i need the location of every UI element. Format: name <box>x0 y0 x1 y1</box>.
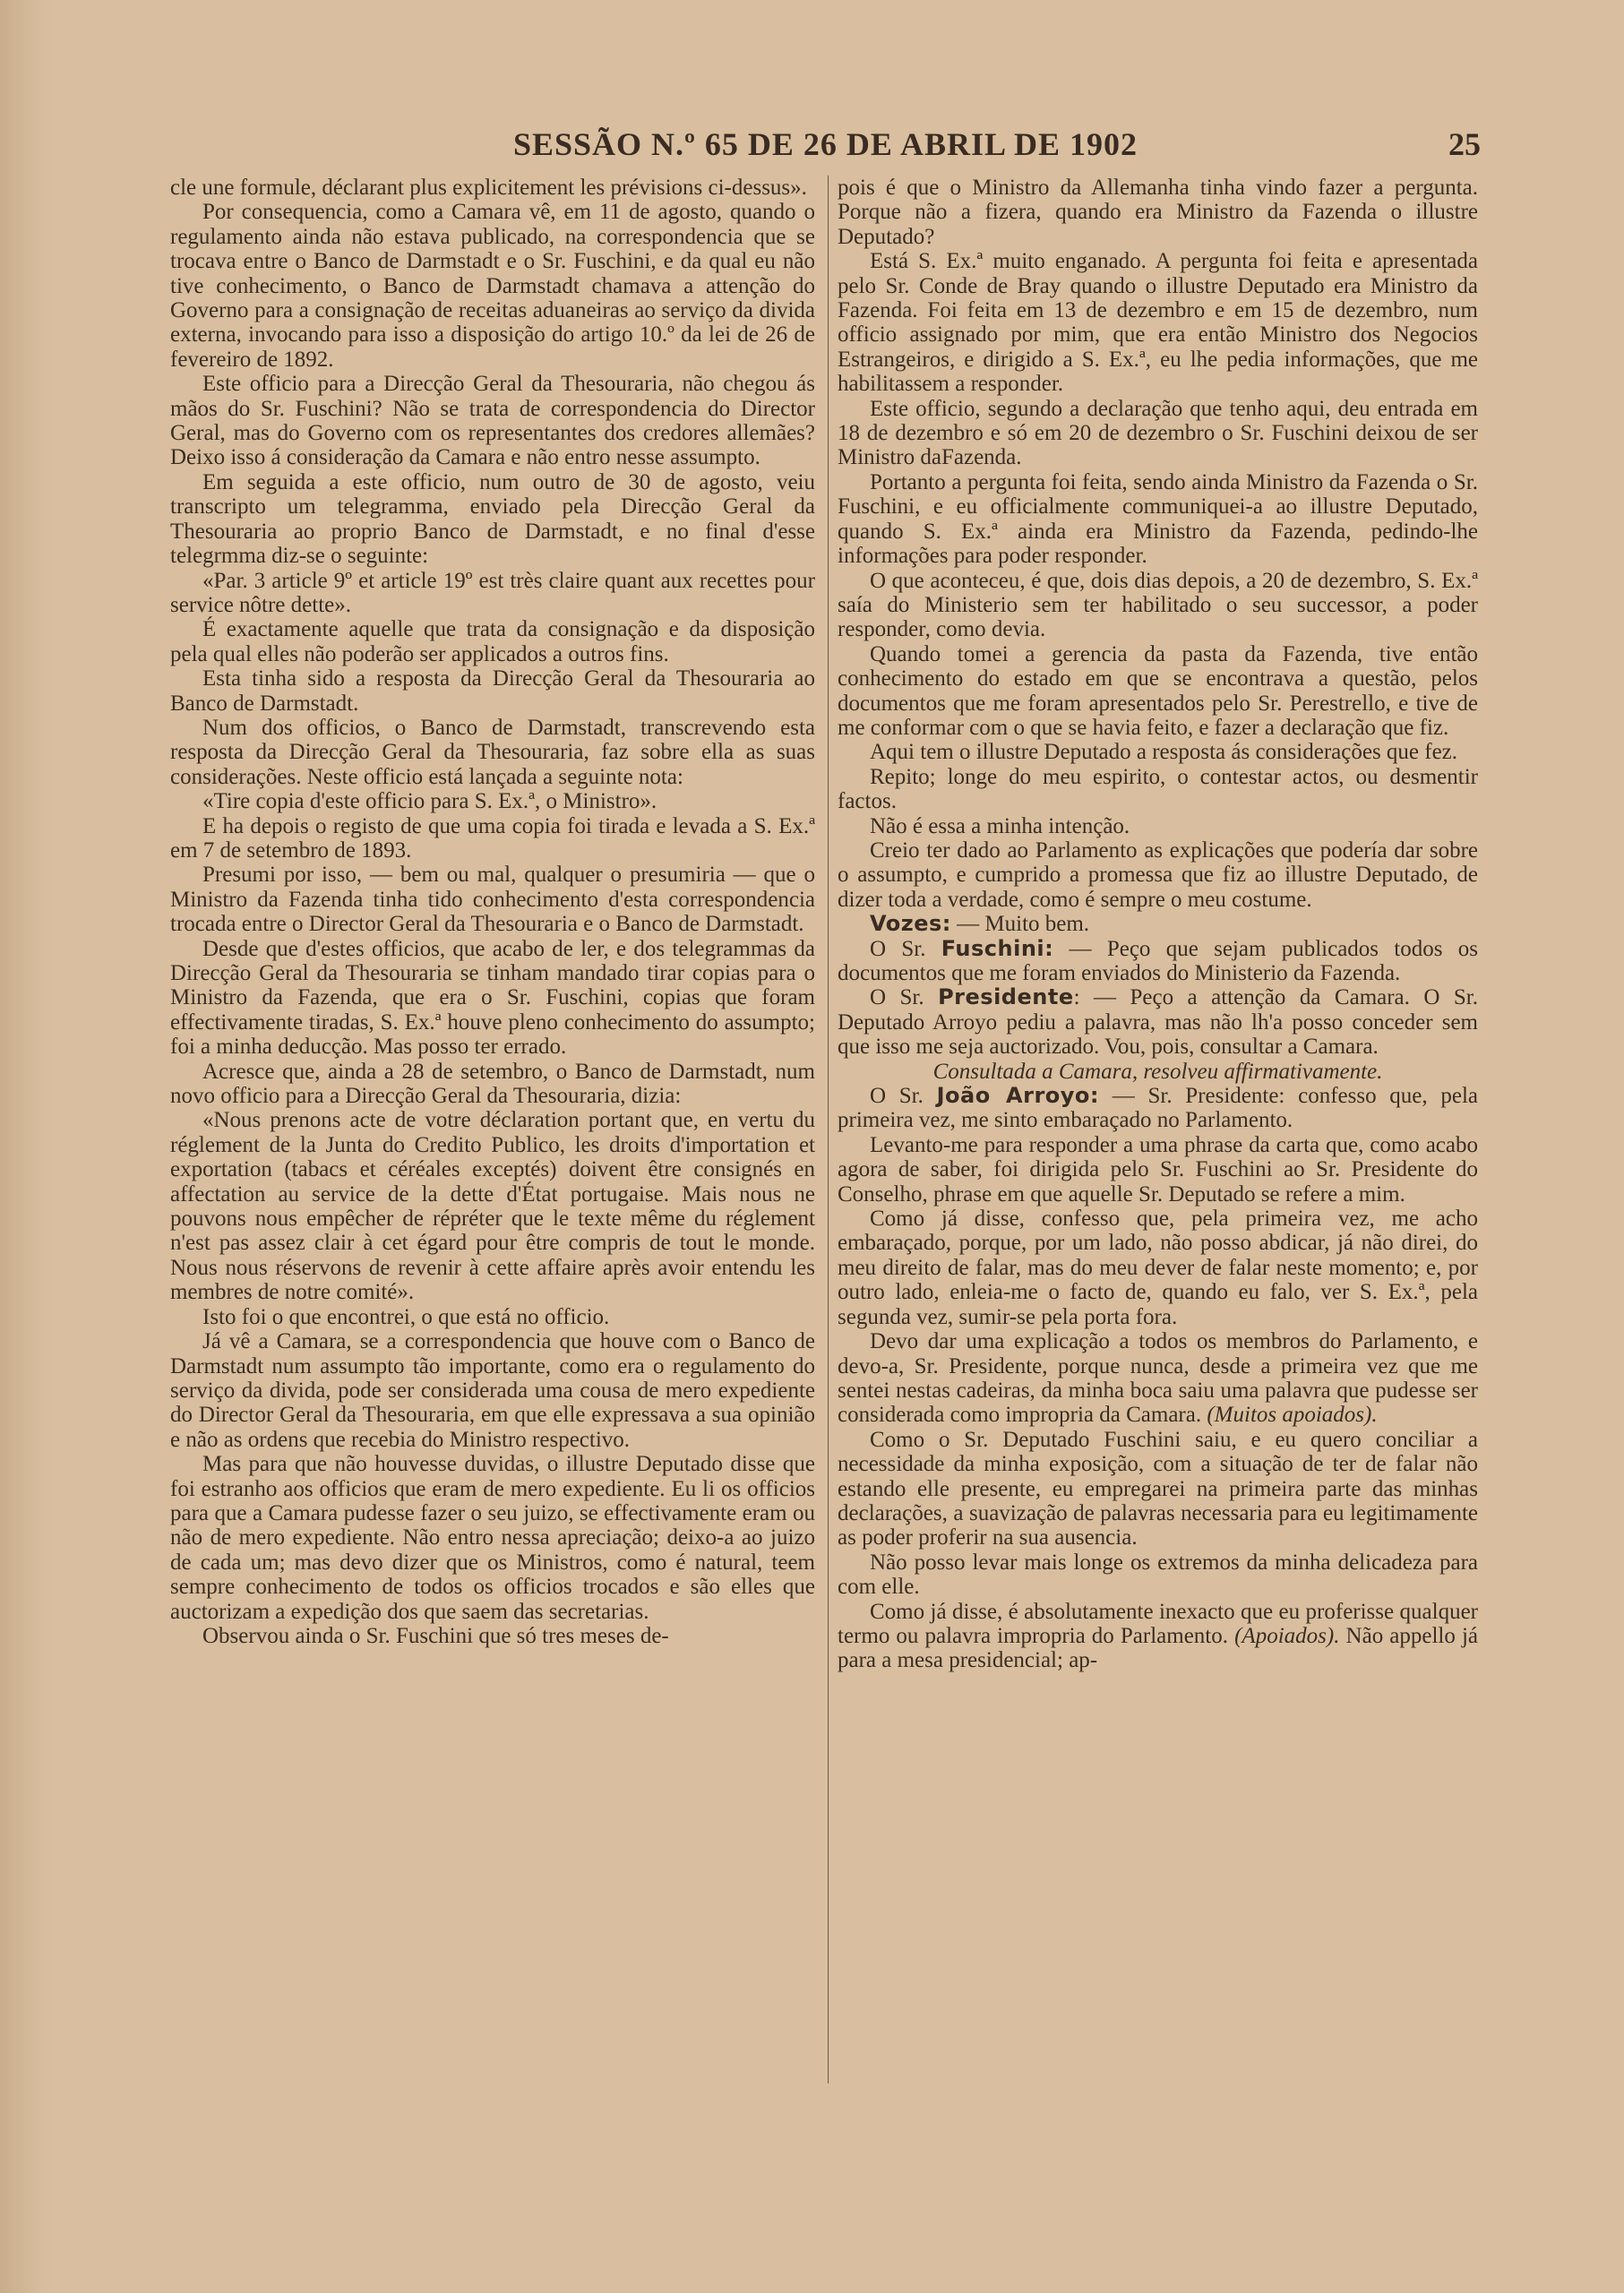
paragraph: Observou ainda o Sr. Fuschini que só tres meses de- <box>202 1623 669 1648</box>
paragraph-text: Como já disse, é absolutamente inexacto que eu proferisse qualquer termo ou palavra impropria do Parlamento. <box>838 1599 1478 1648</box>
paragraph: Este officio para a Direcção Geral da Thesouraria, não chegou ás mãos do Sr. Fuschini? Não se trata de correspondencia do Director Geral, mas do Governo com os representantes dos credores allemães? Deixo isso á consideração da Camara e não entro nesse assumpto. <box>170 372 815 470</box>
paragraph: Está S. Ex.ª muito enganado. A pergunta foi feita e apresentada pelo Sr. Conde de Bray quando o illustre Deputado era Ministro da Fazenda. Foi feita em 13 de dezembro e em 15 de dezembro, num officio assignado por mim, que era então Ministro dos Negocios Estrangeiros, e dirigido a S. Ex.ª, eu lhe pedia informações, que me habilitassem a responder. <box>838 249 1478 397</box>
right-column <box>838 176 1478 1673</box>
paragraph-text: Devo dar uma explicação a todos os membros do Parlamento, e devo-a, Sr. Presidente, porque nunca, desde a primeira vez que me sentei nestas cadeiras, da minha boca saiu uma palavra que pudesse ser considerada como impropria da Camara. <box>838 1329 1478 1428</box>
speaker-paragraph-arroyo <box>838 1084 1478 1133</box>
paragraph: Este officio, segundo a declaração que tenho aqui, deu entrada em 18 de dezembro e só em 20 de dezembro o Sr. Fuschini deixou de ser Ministro daFazenda. <box>838 396 1478 470</box>
paragraph: Num dos officios, o Banco de Darmstadt, transcrevendo esta resposta da Direcção Geral da Thesouraria, faz sobre ella as suas considerações. Neste officio está lançada a seguinte nota: <box>170 715 815 789</box>
paragraph: «Tire copia d'este officio para S. Ex.ª, o Ministro». <box>202 789 657 814</box>
paragraph: Já vê a Camara, se a correspondencia que houve com o Banco de Darmstadt num assumpto tão importante, como era o regulamento do serviço da divida, pode ser considerada uma cousa de mero expediente do Director Geral da Thesouraria, em que elle expressava a sua opinião e não as ordens que recebia do Ministro respectivo. <box>170 1329 815 1452</box>
session-title: SESSÃO N.º 65 DE 26 DE ABRIL DE 1902 <box>512 126 1139 162</box>
speaker-label: Vozes: <box>870 911 951 937</box>
paragraph: Quando tomei a gerencia da pasta da Fazenda, tive então conhecimento do estado em que se encontrava a questão, pelos documentos que me foram apresentados pelo Sr. Perestrello, e tive de me conformar com o que se havia feito, e fazer a declaração que fiz. <box>838 641 1478 740</box>
paragraph <box>838 1600 1478 1673</box>
paragraph: O que aconteceu, é que, dois dias depois, a 20 de dezembro, S. Ex.ª saía do Ministerio sem ter habilitado o seu successor, a poder responder, como devia. <box>838 568 1478 642</box>
paragraph-text: Não appello já para a mesa presidencial; ap- <box>838 1623 1478 1673</box>
speaker-paragraph-vozes <box>838 912 1478 936</box>
paragraph: Isto foi o que encontrei, o que está no officio. <box>202 1304 610 1329</box>
speaker-label: Presidente <box>938 984 1074 1010</box>
interjection: (Muitos apoiados). <box>1207 1403 1378 1428</box>
speaker-label: João Arroyo: <box>936 1083 1100 1109</box>
paragraph: Não posso levar mais longe os extremos da minha delicadeza para com elle. <box>838 1550 1478 1600</box>
paragraph: Não é essa a minha intenção. <box>870 813 1130 838</box>
paragraph: Por consequencia, como a Camara vê, em 11 de agosto, quando o regulamento ainda não estava publicado, na correspondencia que se trocava entre o Banco de Darmstadt e o Sr. Fuschini, e da qual eu não tive conhecimento, o Banco de Darmstadt chamava a attenção do Governo para a consignação de receitas aduaneiras ao serviço da divida externa, invocando para isso a disposição do artigo 10.º da lei de 26 de fevereiro de 1892. <box>170 200 815 372</box>
left-column <box>170 176 815 1648</box>
page-header <box>170 125 1481 170</box>
paragraph: Desde que d'estes officios, que acabo de ler, e dos telegrammas da Direcção Geral da Thesouraria se tinham mandado tirar copias para o Ministro da Fazenda, que era o Sr. Fuschini, copias que foram effectivamente tiradas, S. Ex.ª houve pleno conhecimento do assumpto; foi a minha deducção. Mas posso ter errado. <box>170 936 815 1060</box>
paragraph <box>838 1329 1478 1428</box>
paragraph: Aqui tem o illustre Deputado a resposta ás considerações que fez. <box>870 740 1458 765</box>
speaker-paragraph-fuschini <box>838 937 1478 986</box>
paragraph: pois é que o Ministro da Allemanha tinha vindo fazer a pergunta. Porque não a fizera, quando era Ministro da Fazenda o illustre Deputado? <box>838 176 1478 249</box>
speaker-prefix: O Sr. <box>870 985 939 1010</box>
paragraph: Levanto-me para responder a uma phrase da carta que, como acabo agora de saber, foi dirigida pelo Sr. Fuschini ao Sr. Presidente do Conselho, phrase em que aquelle Sr. Deputado se refere a mim. <box>838 1132 1478 1207</box>
speaker-paragraph-presidente <box>838 985 1478 1059</box>
paragraph: Creio ter dado ao Parlamento as explicações que podería dar sobre o assumpto, e cumprido a promessa que fiz ao illustre Deputado, de dizer toda a verdade, como é sempre o meu costume. <box>838 837 1478 912</box>
speaker-label: Fuschini: <box>941 935 1054 961</box>
paragraph: Repito; longe do meu espirito, o contestar actos, ou desmentir factos. <box>838 764 1478 814</box>
page-number: 25 <box>1448 126 1481 162</box>
paragraph: Presumi por isso, — bem ou mal, qualquer o presumiria — que o Ministro da Fazenda tinha tido conhecimento d'esta correspondencia trocada entre o Director Geral da Thesouraria e o Banco de Darmstadt. <box>170 863 815 937</box>
paragraph: Portanto a pergunta foi feita, sendo ainda Ministro da Fazenda o Sr. Fuschini, e eu officialmente communiquei-a ao illustre Deputado, quando S. Ex.ª ainda era Ministro da Fazenda, pedindo-lhe informações para poder responder. <box>838 469 1478 569</box>
paragraph: Como o Sr. Deputado Fuschini saiu, e eu quero conciliar a necessidade da minha exposição, com a situação de ter de falar não estando elle presente, eu empregarei na primeira parte das minhas declarações, a suavização de palavras necessaria para eu legitimamente as poder proferir na sua ausencia. <box>838 1427 1478 1550</box>
paragraph: E ha depois o registo de que uma copia foi tirada e levada a S. Ex.ª em 7 de setembro de 1893. <box>170 813 815 863</box>
speaker-prefix: O Sr. <box>870 936 941 961</box>
speaker-prefix: O Sr. <box>870 1084 937 1109</box>
paragraph: cle une formule, déclarant plus explicitement les prévisions ci-dessus». <box>170 176 807 200</box>
paragraph: «Nous prenons acte de votre déclaration portant que, en vertu du réglement de la Junta do Credito Publico, les droits d'importation et exportation (tabacs et céréales exceptés) doivent être consignés en affectation au service de la dette d'État portugaise. Mais nous ne pouvons nous empêcher de répréter que le texte même du réglement n'est pas assez clair à cet égard pour être compris de tout le monde. Nous nous réservons de revenir à cette affaire après avoir entendu les membres de notre comité». <box>170 1108 815 1305</box>
speech-text: — Peço que sejam publicados todos os documentos que me foram enviados do Ministerio da Fazenda. <box>838 936 1478 985</box>
column-divider <box>828 176 829 2083</box>
procedural-note: Consultada a Camara, resolveu affirmativamente. <box>932 1059 1383 1084</box>
paragraph: Acresce que, ainda a 28 de setembro, o Banco de Darmstadt, num novo officio para a Direcção Geral da Thesouraria, dizia: <box>170 1059 815 1109</box>
paragraph: «Par. 3 article 9º et article 19º est très claire quant aux recettes pour service nôtre dette». <box>170 568 815 617</box>
speech-text: : — Peço a attenção da Camara. O Sr. Deputado Arroyo pediu a palavra, mas não lh'a posso conceder sem que isso me seja auctorizado. Vou, pois, consultar a Camara. <box>838 985 1478 1060</box>
page-edge-shadow <box>0 0 54 2293</box>
paragraph: Mas para que não houvesse duvidas, o illustre Deputado disse que foi estranho aos officios que eram de mero expediente. Eu li os officios para que a Camara pudesse fazer o seu juizo, se effectivamente eram ou não de mero expediente. Não entro nessa apreciação; deixo-a ao juizo de cada um; mas devo dizer que os Ministros, como é natural, teem sempre conhecimento de todos os officios trocados e são elles que auctorizam a expedição dos que saem das secretarias. <box>170 1452 815 1624</box>
paragraph: Esta tinha sido a resposta da Direcção Geral da Thesouraria ao Banco de Darmstadt. <box>170 666 815 716</box>
interjection: (Apoiados). <box>1234 1623 1340 1648</box>
paragraph: Em seguida a este officio, num outro de 30 de agosto, veiu transcripto um telegramma, enviado pela Direcção Geral da Thesouraria ao proprio Banco de Darmstadt, e no final d'esse telegrmma diz-se o seguinte: <box>170 469 815 569</box>
speech-text: — Muito bem. <box>950 912 1090 937</box>
speech-text: — Sr. Presidente: confesso que, pela primeira vez, me sinto embaraçado no Parlamento. <box>838 1084 1479 1133</box>
paragraph: É exactamente aquelle que trata da consignação e da disposição pela qual elles não poderão ser applicados a outros fins. <box>170 617 815 666</box>
paragraph: Como já disse, confesso que, pela primeira vez, me acho embaraçado, porque, por um lado, não posso abdicar, já não direi, do meu direito de falar, mas do meu dever de falar neste momento; e, por outro lado, enleia-me o facto de, quando eu falo, ver S. Ex.ª, pela segunda vez, sumir-se pela porta fora. <box>838 1207 1478 1329</box>
